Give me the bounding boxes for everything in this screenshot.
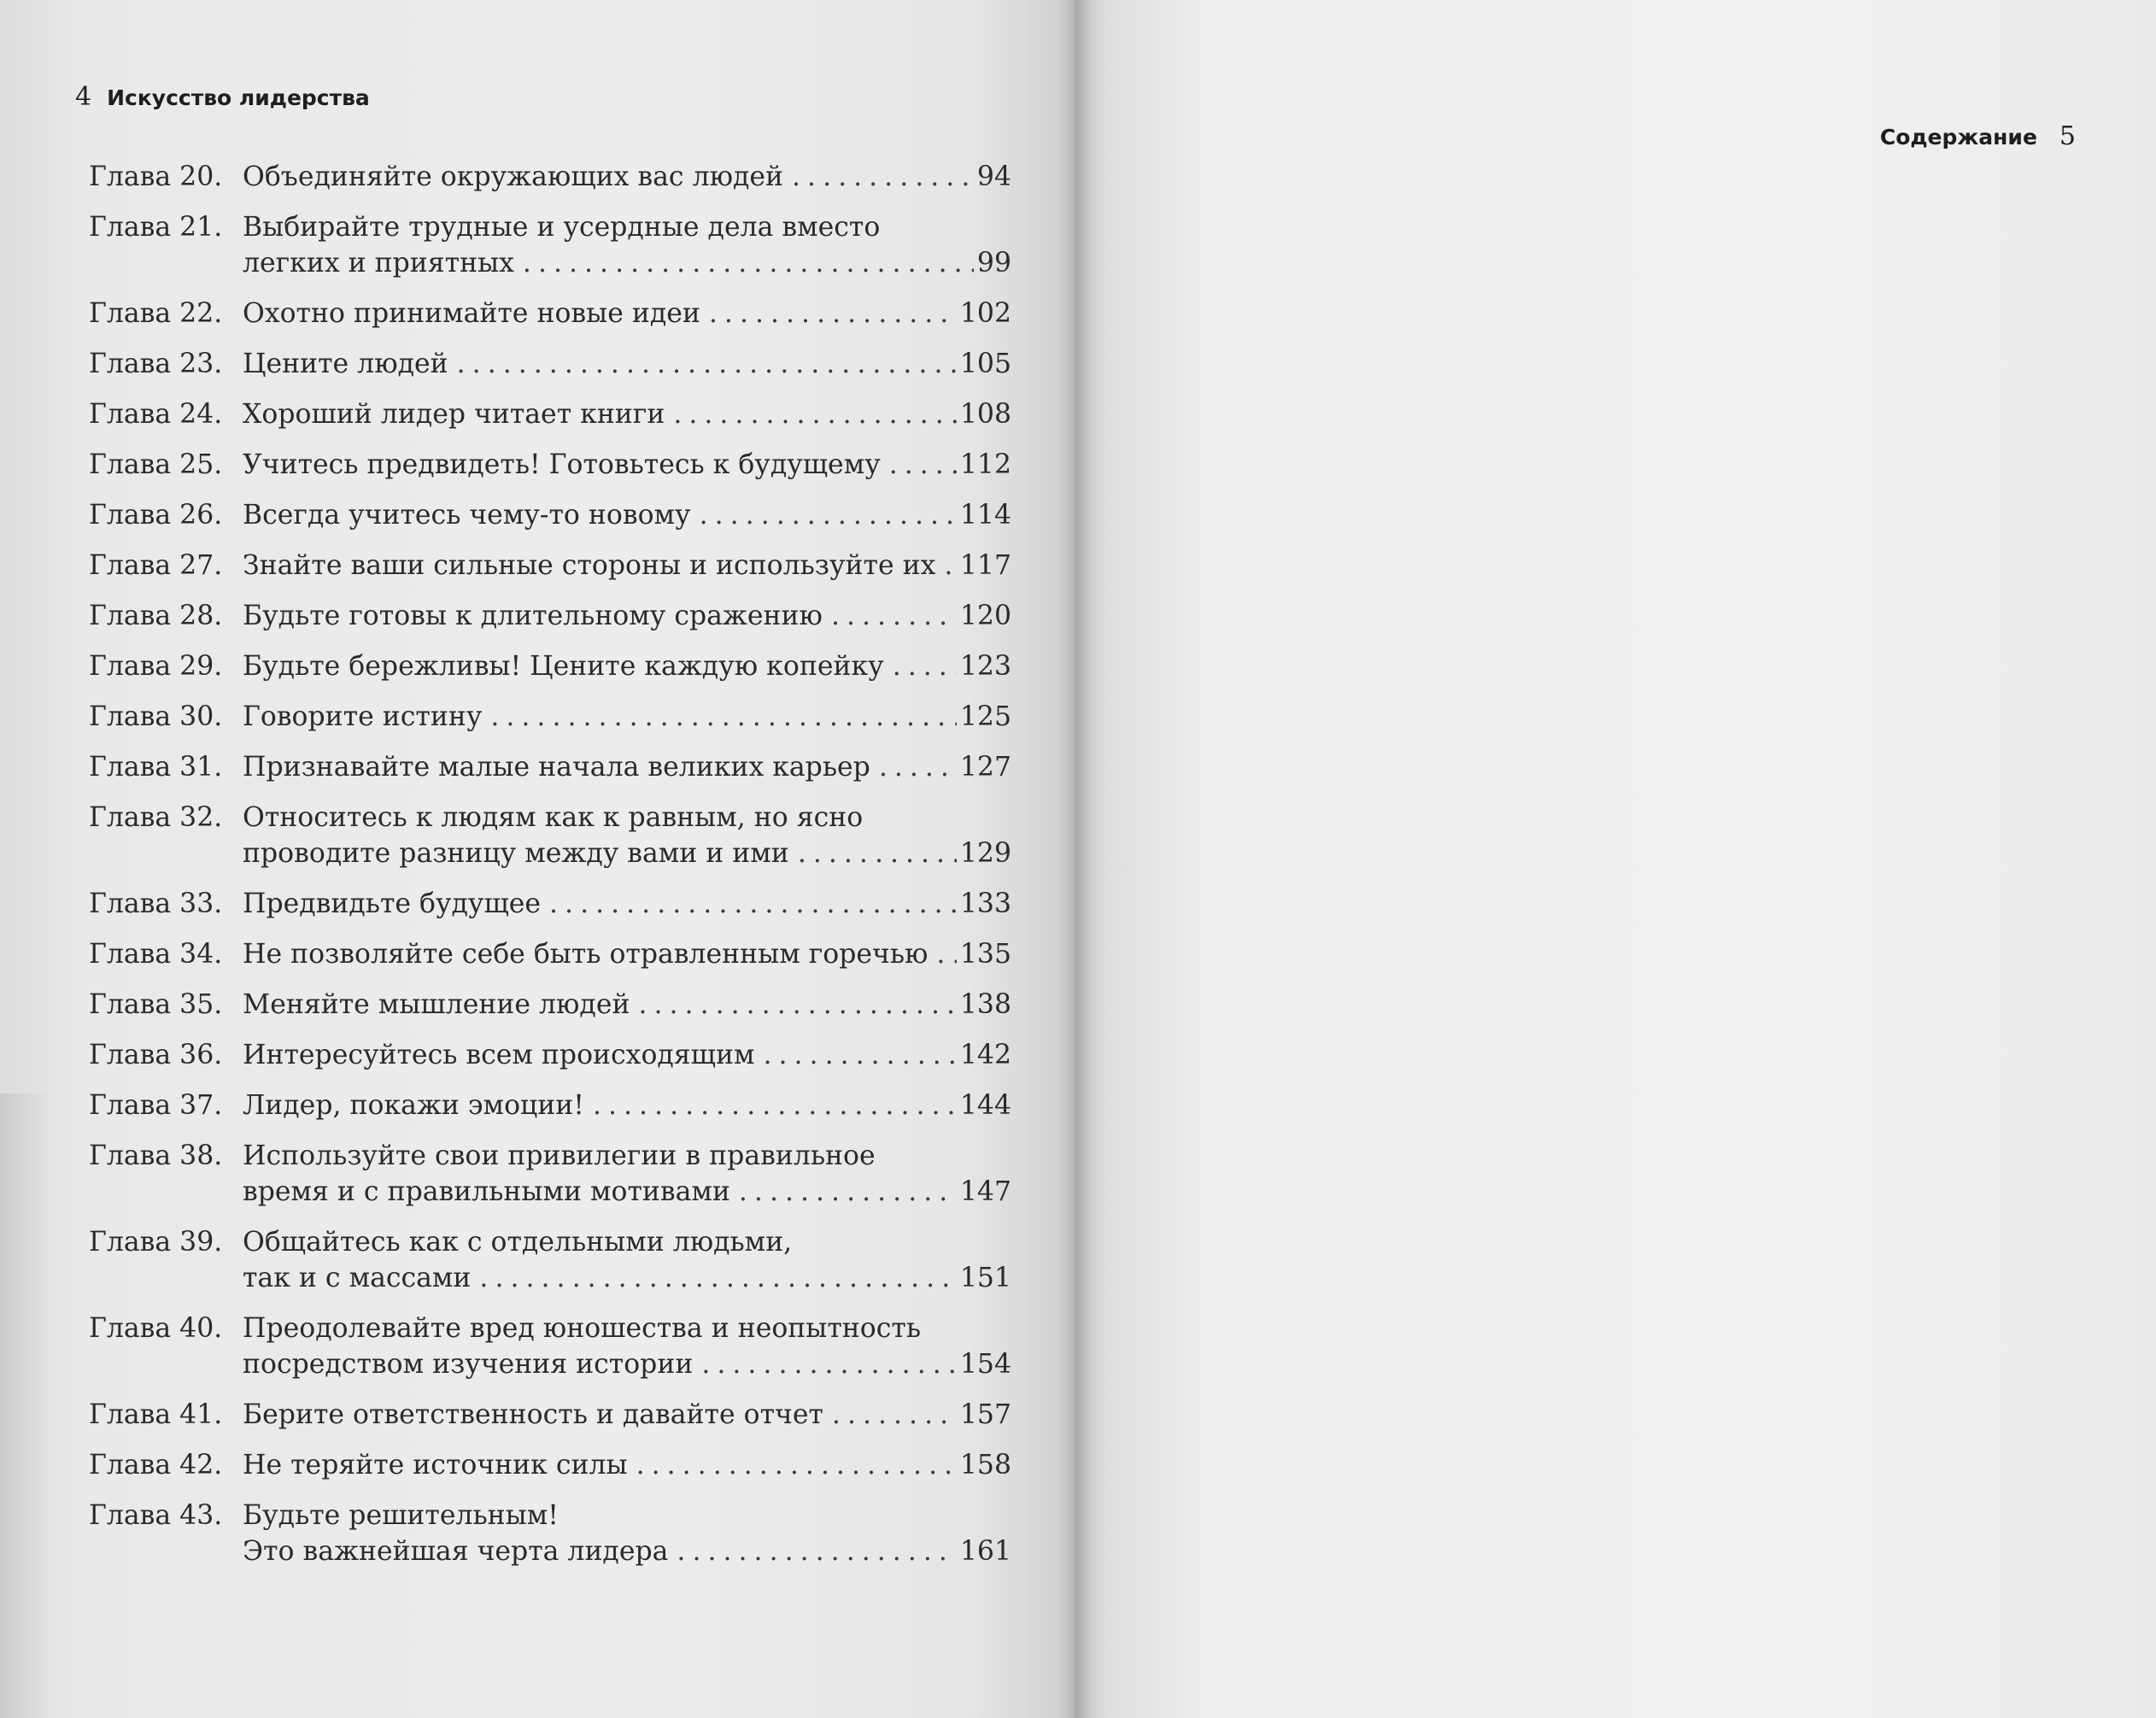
chapter-title-last-line <box>243 447 1011 483</box>
chapter-title-last-line <box>243 1174 1011 1210</box>
chapter-title-line: легких и приятных <box>243 248 514 279</box>
page-reference: 112 <box>959 449 1011 480</box>
chapter-title-last-line <box>243 1346 1011 1382</box>
chapter-title-last-line <box>243 598 1011 634</box>
chapter-title-last-line <box>243 886 1011 922</box>
dot-leader <box>944 548 957 583</box>
chapter-title-line: Охотно принимайте новые идеи <box>243 298 700 329</box>
chapter-title-line: Используйте свои привилегии в правильное <box>243 1140 876 1171</box>
chapter-title-last-line <box>243 648 1011 684</box>
chapter-title-last-line <box>243 1037 1011 1073</box>
chapter-number: Глава 41. <box>89 1399 223 1430</box>
chapter-title <box>243 1498 1011 1569</box>
right-running-head <box>1880 121 2076 151</box>
chapter-title-line: Будьте бережливы! Цените каждую копейку <box>243 651 884 682</box>
chapter-number: Глава 22. <box>89 298 223 329</box>
chapter-number: Глава 28. <box>89 601 223 631</box>
toc-entry <box>89 648 1011 684</box>
chapter-title <box>243 699 1011 735</box>
chapter-title-line: Учитесь предвидеть! Готовьтесь к будущему <box>243 449 881 480</box>
dot-leader <box>677 1533 956 1569</box>
chapter-title-last-line <box>243 749 1011 785</box>
toc-entry <box>89 1310 1011 1382</box>
chapter-title <box>243 886 1011 922</box>
chapter-title-last-line <box>243 1397 1011 1433</box>
chapter-title-line: Берите ответственность и давайте отчет <box>243 1399 823 1430</box>
page-reference: 99 <box>976 248 1011 279</box>
chapter-title <box>243 497 1011 533</box>
page-reference: 94 <box>976 161 1011 192</box>
chapter-title <box>243 648 1011 684</box>
page-reference: 144 <box>959 1090 1011 1121</box>
dot-leader <box>893 648 957 684</box>
chapter-title-last-line <box>243 987 1011 1023</box>
dot-leader <box>792 159 974 195</box>
dot-leader <box>936 936 956 972</box>
chapter-number: Глава 21. <box>89 212 223 243</box>
toc-entry <box>89 1447 1011 1483</box>
page-shadow <box>0 1094 51 1718</box>
chapter-number: Глава 37. <box>89 1090 223 1121</box>
book-title: Искусство лидерства <box>107 85 370 110</box>
toc-entry <box>89 886 1011 922</box>
toc-entry <box>89 1397 1011 1433</box>
chapter-title <box>243 296 1011 331</box>
chapter-title-last-line <box>243 296 1011 331</box>
page-reference: 138 <box>959 989 1011 1020</box>
chapter-number: Глава 31. <box>89 752 223 783</box>
page-reference: 135 <box>959 939 1011 970</box>
chapter-title-last-line <box>243 699 1011 735</box>
dot-leader <box>673 396 957 432</box>
page-reference: 147 <box>959 1176 1011 1207</box>
dot-leader <box>636 1447 957 1483</box>
dot-leader <box>700 497 957 533</box>
dot-leader <box>701 1346 957 1382</box>
chapter-title-last-line <box>243 346 1011 382</box>
page-reference: 123 <box>959 651 1011 682</box>
chapter-title-line: Не позволяйте себе быть отравленным горечью <box>243 939 929 970</box>
chapter-title <box>243 209 1011 281</box>
chapter-title <box>243 548 1011 583</box>
dot-leader <box>739 1174 957 1210</box>
chapter-title-line: Это важнейшая черта лидера <box>243 1536 669 1567</box>
chapter-title <box>243 749 1011 785</box>
chapter-title <box>243 396 1011 432</box>
chapter-title <box>243 1397 1011 1433</box>
chapter-number: Глава 24. <box>89 399 223 430</box>
chapter-title <box>243 159 1011 195</box>
chapter-title-last-line <box>243 497 1011 533</box>
right-page <box>1075 0 2156 1718</box>
chapter-title-line: Всегда учитесь чему-то новому <box>243 500 691 531</box>
left-page-number: 4 <box>75 82 92 112</box>
chapter-title-line: Знайте ваши сильные стороны и используйте их <box>243 550 936 581</box>
toc-entry <box>89 936 1011 972</box>
left-page <box>0 0 1075 1718</box>
page-reference: 108 <box>959 399 1011 430</box>
chapter-title-line: Цените людей <box>243 349 448 379</box>
dot-leader <box>763 1037 956 1073</box>
chapter-number: Глава 38. <box>89 1140 223 1171</box>
chapter-number: Глава 29. <box>89 651 223 682</box>
dot-leader <box>523 245 974 281</box>
chapter-title-line: Не теряйте источник силы <box>243 1450 628 1481</box>
toc-entry <box>89 800 1011 871</box>
dot-leader <box>490 699 957 735</box>
page-reference: 142 <box>959 1040 1011 1070</box>
chapter-number: Глава 26. <box>89 500 223 531</box>
chapter-title-line: Интересуйтесь всем происходящим <box>243 1040 755 1070</box>
chapter-title-line: Преодолевайте вред юношества и неопытность <box>243 1313 921 1344</box>
chapter-title-line: проводите разницу между вами и ими <box>243 838 789 869</box>
chapter-title-line: Говорите истину <box>243 701 483 732</box>
chapter-number: Глава 25. <box>89 449 223 480</box>
chapter-title <box>243 1088 1011 1123</box>
toc-entry <box>89 497 1011 533</box>
chapter-title-line: время и с правильными мотивами <box>243 1176 730 1207</box>
chapter-title <box>243 598 1011 634</box>
dot-leader <box>457 346 957 382</box>
page-reference: 129 <box>959 838 1011 869</box>
chapter-number: Глава 34. <box>89 939 223 970</box>
chapter-title <box>243 1037 1011 1073</box>
dot-leader <box>889 447 957 483</box>
chapter-title-line: Хороший лидер читает книги <box>243 399 665 430</box>
chapter-number: Глава 39. <box>89 1227 223 1258</box>
chapter-title-last-line <box>243 1533 1011 1569</box>
toc-entry <box>89 987 1011 1023</box>
toc-entry <box>89 1138 1011 1210</box>
page-reference: 133 <box>959 888 1011 919</box>
chapter-title <box>243 1310 1011 1382</box>
toc-entry <box>89 346 1011 382</box>
chapter-title-last-line <box>243 836 1011 871</box>
toc-list-left <box>89 159 1011 1584</box>
chapter-title-line: Выбирайте трудные и усердные дела вместо <box>243 212 881 243</box>
page-reference: 127 <box>959 752 1011 783</box>
toc-entry <box>89 296 1011 331</box>
chapter-number: Глава 40. <box>89 1313 223 1344</box>
page-reference: 154 <box>959 1349 1011 1380</box>
page-reference: 114 <box>959 500 1011 531</box>
chapter-number: Глава 43. <box>89 1500 223 1531</box>
chapter-title <box>243 447 1011 483</box>
chapter-title-last-line <box>243 396 1011 432</box>
toc-entry <box>89 447 1011 483</box>
dot-leader <box>479 1260 956 1296</box>
chapter-title-line: Меняйте мышление людей <box>243 989 630 1020</box>
dot-leader <box>549 886 957 922</box>
page-reference: 117 <box>959 550 1011 581</box>
page-reference: 125 <box>959 701 1011 732</box>
chapter-title-line: посредством изучения истории <box>243 1349 694 1380</box>
chapter-number: Глава 27. <box>89 550 223 581</box>
dot-leader <box>831 598 957 634</box>
page-reference: 151 <box>959 1263 1011 1293</box>
chapter-number: Глава 23. <box>89 349 223 379</box>
dot-leader <box>798 836 957 871</box>
dot-leader <box>593 1088 957 1123</box>
page-reference: 120 <box>959 601 1011 631</box>
toc-entry <box>89 1224 1011 1296</box>
chapter-title-line: Относитесь к людям как к равным, но ясно <box>243 802 864 833</box>
chapter-title-last-line <box>243 245 1011 281</box>
page-reference: 102 <box>959 298 1011 329</box>
chapter-title-line: Признавайте малые начала великих карьер <box>243 752 870 783</box>
toc-entry <box>89 598 1011 634</box>
chapter-title <box>243 987 1011 1023</box>
chapter-title-line: Лидер, покажи эмоции! <box>243 1090 584 1121</box>
toc-entry <box>89 548 1011 583</box>
page-reference: 158 <box>959 1450 1011 1481</box>
chapter-title-last-line <box>243 159 1011 195</box>
chapter-title <box>243 1138 1011 1210</box>
toc-entry <box>89 749 1011 785</box>
left-running-head <box>75 82 370 112</box>
dot-leader <box>879 749 957 785</box>
chapter-title-line: Общайтесь как с отдельными людьми, <box>243 1227 793 1258</box>
toc-entry <box>89 209 1011 281</box>
toc-entry <box>89 1498 1011 1569</box>
chapter-number: Глава 30. <box>89 701 223 732</box>
chapter-title-line: Предвидьте будущее <box>243 888 542 919</box>
chapter-title-line: Будьте решительным! <box>243 1500 559 1531</box>
chapter-title-last-line <box>243 936 1011 972</box>
chapter-title <box>243 1447 1011 1483</box>
toc-entry <box>89 699 1011 735</box>
dot-leader <box>638 987 956 1023</box>
toc-entry <box>89 159 1011 195</box>
chapter-title <box>243 346 1011 382</box>
chapter-number: Глава 33. <box>89 888 223 919</box>
toc-entry <box>89 396 1011 432</box>
chapter-number: Глава 42. <box>89 1450 223 1481</box>
chapter-number: Глава 35. <box>89 989 223 1020</box>
chapter-title <box>243 936 1011 972</box>
toc-entry <box>89 1088 1011 1123</box>
chapter-number: Глава 36. <box>89 1040 223 1070</box>
dot-leader <box>832 1397 957 1433</box>
chapter-title-last-line <box>243 1088 1011 1123</box>
right-page-number: 5 <box>2059 121 2076 151</box>
chapter-title-last-line <box>243 1260 1011 1296</box>
dot-leader <box>709 296 957 331</box>
chapter-title <box>243 800 1011 871</box>
page-reference: 161 <box>959 1536 1011 1567</box>
toc-entry <box>89 1037 1011 1073</box>
chapter-title-line: так и с массами <box>243 1263 472 1293</box>
page-reference: 105 <box>959 349 1011 379</box>
chapter-title <box>243 1224 1011 1296</box>
page-reference: 157 <box>959 1399 1011 1430</box>
chapter-title-line: Объединяйте окружающих вас людей <box>243 161 784 192</box>
chapter-title-last-line <box>243 548 1011 583</box>
chapter-number: Глава 20. <box>89 161 223 192</box>
chapter-number: Глава 32. <box>89 802 223 833</box>
chapter-title-line: Будьте готовы к длительному сражению <box>243 601 823 631</box>
chapter-title-last-line <box>243 1447 1011 1483</box>
section-title: Содержание <box>1879 125 2037 150</box>
